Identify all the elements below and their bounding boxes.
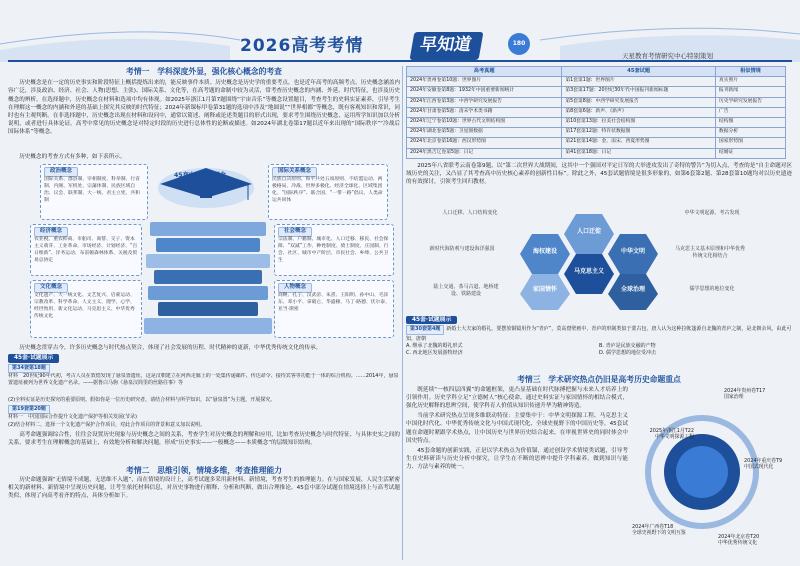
masthead: [0, 0, 800, 62]
table-cell: 第8套第6题：新声、《新声》: [562, 107, 716, 117]
timeline-item-topic: 中华优秀传统文化: [718, 540, 758, 547]
example-2: [8, 405, 400, 429]
economy-concept-text: 农业税、重农抑商、市舶司、商帮、交子、资本主义萌芽、工业革命、市场经济、计划经济、“百日维新”、洋务运动、布雷顿森林体系、关税及贸易总协定: [34, 236, 138, 263]
table-paragraph: 2025年八省联考云南卷第9题，以“第二次世界大战期间，这其中一个强国对平定日军的大举进攻发出了奇特的警告”为切入点，考查的是“自主命题对区域历史的关注，又凸显了其考查高中历史核心素养的创新性目标”。除此之外，45套试题情境是很多形象的，如第6套第2题、第28套第10题均对以历史遗迹的有效探讨，引领考生回归教材。: [406, 162, 792, 185]
example-1-material: 材料 20世纪90年代初，考古人员在敦煌发现了悬泉置遗址，这是汉朝建立在河西走廊上的一处集传递邮件、传达命令、接待宾客等功能于一体的综合机构。……2014年，悬泉置遗址被列为世界文化遗产名录。——据鲁白马驹《悬泉汉简里的丝路往事》等: [8, 372, 399, 386]
table-row: [407, 87, 786, 97]
table-row: [407, 107, 786, 117]
table-cell: 第3套第17题：20世纪30年代中国报刊新闻标题: [562, 87, 716, 97]
culture-concept-box: [30, 280, 142, 338]
table-cell: 第5套第8题：中西学研究发展报告: [562, 97, 716, 107]
section1-title: 考情一 学科深度外显，强化核心概念的考查: [126, 67, 282, 76]
masthead-badge: 早知道: [410, 32, 484, 60]
table-cell: 历史学研究发展报告: [715, 97, 785, 107]
people-concept-text: 商鞅、孔子、汉武帝、朱熹、王阳明、孙中山、毛泽东、邓小平、拿破仑、华盛顿、马丁·路德、伏尔泰、亚当·斯密: [278, 292, 390, 312]
society-concept-box: [274, 224, 394, 276]
timeline-item-topic: 全球史视野下的文明互鉴: [632, 530, 686, 537]
table-cell: 第41套第18题：日记: [562, 148, 716, 158]
section3-text: [406, 386, 628, 564]
timeline-item: [744, 458, 792, 471]
table-cell: 2024年贵州卷第10题：世界图片: [407, 77, 562, 87]
table-cell: 广告: [715, 107, 785, 117]
timeline-item-topic: 中华文明探源工程: [654, 434, 694, 441]
economy-concept-box: [30, 224, 142, 276]
timeline-item-label: 2024年重庆卷T9: [744, 458, 783, 464]
table-header-cell: 相似情境: [715, 67, 785, 77]
masthead-title: 2026高考考情: [240, 36, 364, 56]
option-a: A. 继承了北魏的婚礼形式: [406, 342, 463, 349]
section3-paragraph-3: 45套命题的创新实践，正是以学术热点为价值锚，通过创设学术情境类试题，引导考生在史料研读与历史分析中探究，让学生在不断的思辨中提升学科素养，做到知识与能力、方法与素养的统一。: [406, 447, 628, 470]
table-cell: 2024年黑吉辽卷第5题：日记: [407, 148, 562, 158]
hex-label: 马克思主义: [573, 268, 604, 275]
timeline-item: [632, 428, 694, 441]
table-cell: 结构图: [715, 117, 785, 127]
table-cell: 2024年安徽卷第8题：1932年中国重要新闻统计: [407, 87, 562, 97]
hot-topic-diagram: [406, 206, 792, 310]
table-cell: 2024年江西卷第3题：中西学研究发展报告: [407, 97, 562, 107]
politics-concept-text: 国际关系、郡县制、宰相制度、科举制、行省制、内阁、军机处、宗藩体制、民族区域自治、议会、联邦制、大一统、君主立宪、共和制: [44, 176, 140, 203]
right-column: [406, 66, 792, 564]
example-3-stem: 新婚士大夫家的婚礼，要摆放铜镜用作为“青庐”，莫高窟壁画中，青庐的形制类似于蒙古包，唐人认为这种拉帐篷源自北魏的青庐之制，是北朝余风，由此可知，唐朝: [406, 326, 792, 342]
table-row: [407, 97, 786, 107]
hex-label: 全球治理: [620, 286, 645, 293]
section1-paragraph: 历史概念是在一定的历史事实和阶段特征上概括提炼出来的，能反映事件本质。历史概念是历史学的重要考点，也是近年高考的高频考点。历史概念涵盖内容广泛，涉及政治、经济、社会、人物(思想、主张)、国际关系、文化等，在高考题的命制中较为灵活，常考查历史概念的内涵、外延、时代特征，也涉及历史概念的辨析。在选择题中，历史概念在材料和选项中均有体现。如2025年浙江1月第7题围绕“宇宙音乐”等概念设置题目，考查考生的史料实证素养，引导考生在理解这一概念的内涵和外延的基础上探究其反映的时代特征；2024年新课标甲卷第31题的选项中涉及“地圆说”“世界相都”等概念，既有客观知识和常识，同时也有主观判断。在非选择题中，历史概念出现在材料和设问中，通常以简述、阐释或论述类题目的形式出现，要求考生围绕历史概念，运用所学知识加以分析说明，或者进行具体论证。高考中常见的历史概念是对特定时段的历史进行总体性的论断或描述。如2024年湖北卷第17题以近年来出现的“国际秩序”“冷战后国际体系”等概念。: [8, 80, 400, 135]
right-examples-badge: 45套·试题展示: [406, 316, 457, 324]
example-1-question: (2)全料实证是历史探究的重要原则。假如你是一位历史研究者，请结合材料与所学知识，以“悬泉置”为主题，开展探究。: [8, 396, 276, 403]
hex-note: 马克思主义基本原理和中华优秀传统文化相结合: [674, 246, 745, 260]
section2-paragraph: 历史命题强调“无情境不成题，无思维不入题”，而在情境的设计上，高考试题多采用新材料、新情境，考查考生的推理能力。在与国家发展、人民生活紧密相关的新材料、新情境中呈现历史问题，让考生依托材料信息，对历史事物进行解释、分析和判断，做出合理推论。45套中部分试题在情境选择上与高考试题类似，体现了向高考看齐的特点，具体分析如下。: [8, 477, 400, 500]
left-lower: [8, 344, 400, 564]
timeline-item-topic: 中国式现代化: [744, 464, 774, 471]
table-cell: 报刊新闻: [715, 87, 785, 97]
timeline-item-label: 2024年北京卷T20: [718, 534, 760, 540]
timeline-item: [724, 388, 792, 401]
hex-label: 海权建设: [532, 248, 557, 255]
example-2-label: 第19套第20题: [8, 405, 50, 414]
table-row: [407, 128, 786, 138]
people-concept-box: [274, 280, 394, 338]
option-b: B. 青庐是民族交融的产物: [599, 342, 656, 349]
politics-concept-label: 政治概念: [44, 167, 78, 177]
example-3-options: [406, 343, 792, 358]
hex-label: 人口迁徙: [576, 228, 601, 235]
timeline-item-label: 2024年广西卷T18: [632, 524, 674, 530]
hex-note: 陆上交通、茶马古道、地桥建设、铁路建设: [433, 284, 499, 298]
example-2-question: (2)结合材料二，选择一个文化遗产保护合作项目，对此合作项目的背景和意义加以说明。: [8, 421, 206, 428]
table-cell: 国家形势图: [715, 138, 785, 148]
table-cell: 2024年甘肃卷第5题：清末学术类书籍: [407, 107, 562, 117]
table-cell: 数据分析: [715, 128, 785, 138]
option-c: C. 西北地区发展游牧经济: [406, 350, 463, 357]
column-divider: [402, 66, 403, 560]
timeline-item-topic: 国家治理: [724, 394, 744, 401]
concept-summary-paragraph: 历史概念贯穿古今，许多历史概念与时代热点契合，体现了社会发展的历程、时代精神的更新，中华优秀传统文化的传承。: [19, 345, 322, 351]
section3-title: 考情三 学术研究热点仍旧是高考历史命题重点: [517, 375, 681, 384]
timeline-item: [632, 524, 698, 537]
culture-concept-text: 文化遗产、大一统文化、文艺复兴、启蒙运动、宗教改革、科学革命、人文主义、理学、心学、经世致用、新文化运动、马克思主义、中华优秀传统文化: [34, 292, 135, 319]
international-concept-box: [268, 164, 388, 220]
table-cell: 2024年北京卷第16题：西汉形势图: [407, 138, 562, 148]
example-3: [406, 316, 792, 372]
society-concept-label: 社会概念: [278, 227, 312, 237]
example-1: [8, 364, 400, 405]
economy-concept-label: 经济概念: [34, 227, 68, 237]
hex-label: 家国情怀: [532, 286, 557, 293]
table-row: [407, 138, 786, 148]
table-cell: 第1套第1题：世界图片: [562, 77, 716, 87]
table-cell: 真实照片: [715, 77, 785, 87]
example-3-body: [406, 325, 792, 343]
hot-topic-timeline: [632, 384, 792, 562]
society-concept-text: 宗法制、户籍制、城市化、人口迁移、移民、社会保障、“双减”工作、种姓制度、骑士制度、庄园制、行会、社区、城市中产阶层、市民社会、乡绅、公共卫生: [278, 236, 389, 263]
table-cell: 2024年辽宁卷第10题：世界古代文明结构图: [407, 117, 562, 127]
culture-concept-label: 文化概念: [34, 283, 68, 293]
international-concept-label: 国际关系概念: [272, 167, 317, 177]
table-row: [407, 148, 786, 158]
people-concept-label: 人物概念: [278, 283, 312, 293]
international-concept-text: 民族自决原则、和平共处五项原则、不结盟运动、两极格局、冷战、世界多极化、经济全球化、区域集团化、“国际秩序”、联合国、“一带一路”倡议、人类命运共同体: [272, 176, 383, 203]
hex-note: 新时代海防观与建设海洋强国: [429, 246, 495, 252]
examples-badge: 45套·试题展示: [8, 354, 59, 362]
example-3-label: 第30套第4题: [406, 325, 444, 334]
hex-note: 人口迁移、人口结构变化: [442, 210, 498, 216]
timeline-item-label: 2024年贵州卷T17: [724, 388, 766, 394]
hex-label: 中华文明: [620, 248, 645, 255]
option-d: D. 儒学思想的地位受冲击: [599, 350, 657, 357]
examples-block: [8, 354, 400, 362]
section1-paragraph-end: 历史概念的考查方式有多种，如下表所示。: [19, 154, 126, 161]
section2-title: 考情二 思维引领，情境多维，考查推理能力: [126, 465, 282, 475]
section1-closing-paragraph: 高考命题强调综合性，往往会设置历史现象与历史概念之间的关系，考查学生对历史概念的理解和应用，比如考查历史概念与时代特征、与具体史实之间的关系，要求考生在理解概念的基础上，有效地分析和解决问题，形成“历史事实——一般概念——本质概念”的层级知识结构。: [8, 431, 400, 446]
table-cell: 2024年湖北卷第5题：卫星图数据: [407, 128, 562, 138]
masthead-rule: [8, 60, 792, 62]
table-header-cell: 高考真题: [407, 67, 562, 77]
comparison-table: [406, 66, 786, 159]
table-cell: 第10套第13题：拉美社会结构图: [562, 117, 716, 127]
core-concept-diagram: [30, 164, 400, 342]
section3-paragraph-1: 既延续“一核四层四翼”的命题框架，更凸显基础在时代脉搏把握与未来人才培养上的引领作用。历史学科立足“立德树人”核心使命，通过史料实证与家国情怀的相结合模式，强化历史解释的思辨空间，使学科育人价值从知识传递升华为精神铸造。: [406, 387, 628, 410]
table-row: [407, 77, 786, 87]
core-concept-label: 45套中的核心概念: [174, 172, 226, 179]
masthead-source: 天星教育考情研究中心特别策划: [622, 52, 713, 60]
table-row: [407, 117, 786, 127]
masthead-badge-number: 180: [508, 33, 530, 55]
hex-note: 中华文明起源、考古发现: [684, 210, 740, 216]
table-cell: 结婚证: [715, 148, 785, 158]
table-header-row: [407, 67, 786, 77]
table-cell: 第17套第12题：特许状数据图: [562, 128, 716, 138]
example-2-material: 材料一 中国国际合作提升文化遗产保护等相关发展(节录): [8, 414, 137, 421]
timeline-item: [718, 534, 790, 547]
example-1-label: 第34套第18题: [8, 364, 50, 373]
hex-note: 儒学思想的地位变化: [689, 286, 735, 292]
timeline-item-label: 2025年浙江1月T22: [649, 428, 694, 434]
section3-paragraph-2: 当前学术研究热点呈现多维联动特征：主要集中于：中华文明探源工程、马克思主义中国化时代化、中华优秀传统文化与中国式现代化、全球史视野下的中国历史等。45套试题在命题时紧跟学术热点，让中国历史与世界历史结合起来，在审视世界史的同时体会中国史特点。: [406, 413, 628, 444]
table-cell: 第21套第14题：金、南宋、西夏形势图: [562, 138, 716, 148]
table-header-cell: 45套试题: [562, 67, 716, 77]
politics-concept-box: [40, 164, 148, 220]
